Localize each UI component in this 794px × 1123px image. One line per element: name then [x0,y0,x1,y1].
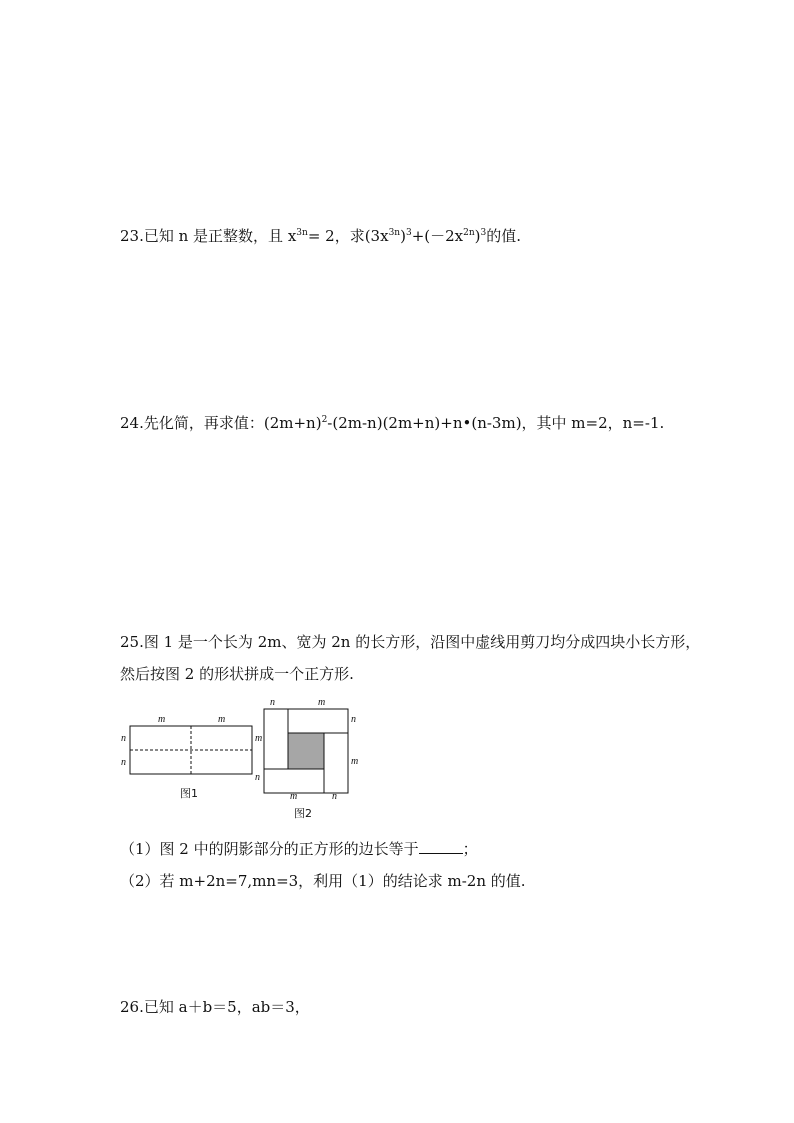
figure-2-label-m-left: m [255,733,263,744]
figure-2-label-n-right: n [351,714,356,725]
figure-2-caption: 图2 [294,807,312,820]
question-25-line2: 然后按图 2 的形状拼成一个正方形. [120,665,354,683]
figure-2-label-m-right: m [351,756,359,767]
answer-blank[interactable] [419,839,463,854]
figure-2-label-m-bottom: m [290,791,298,802]
figure-2-label-n-topleft: n [270,697,275,708]
figure-1-caption: 图1 [180,787,198,800]
question-25-part-2: （2）若 m+2n=7,mn=3，利用（1）的结论求 m-2n 的值. [120,872,526,890]
figure-1-label-m-left: m [158,714,166,725]
figure-2-diagram [262,707,352,795]
figure-1-label-m-right: m [218,714,226,725]
figure-2-label-m-top: m [318,697,326,708]
question-25-line1: 25.图 1 是一个长为 2m、宽为 2n 的长方形，沿图中虚线用剪刀均分成四块小长方形， [120,633,701,651]
figure-1-label-n-top: n [121,733,126,744]
figure-1-label-n-bottom: n [121,757,126,768]
question-25-part-1: （1）图 2 中的阴影部分的正方形的边长等于 ； [120,840,478,858]
question-24: 24.先化简，再求值：$(2m+n)^2-(2m-n)(2m+n)+n•(n-3m)$，其中 m=2，n=-1. [120,414,665,432]
figure-2-label-n-bottom: n [332,791,337,802]
shaded-square [288,733,324,769]
figure-1-diagram [128,724,256,778]
question-26: 26.已知 a＋b＝5，ab＝3， [120,998,310,1016]
question-23: 23.已知 n 是正整数，且 $x^{3n}= 2$，求$(3x^{3n})^3+(-2x^{2n})^3$的值. [120,227,522,245]
figure-2-label-n-left: n [255,772,260,783]
